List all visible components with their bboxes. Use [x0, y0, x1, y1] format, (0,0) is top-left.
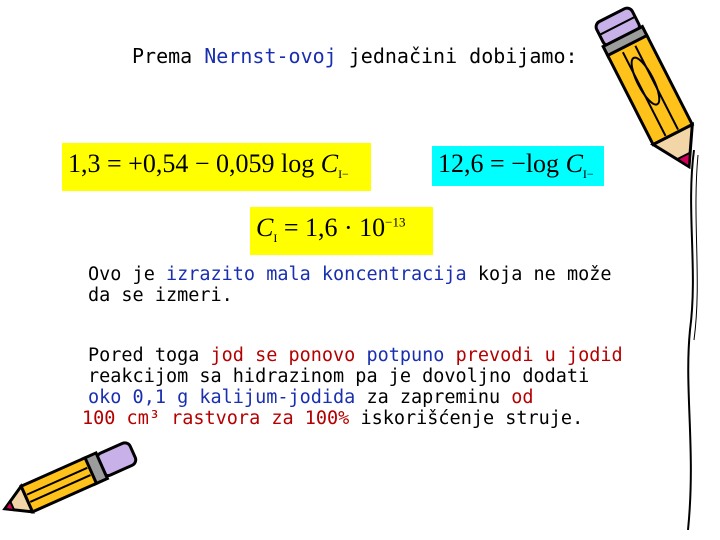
p2-g: za zapreminu: [355, 387, 512, 408]
equation-3-text: = 1,6 · 10: [283, 213, 386, 242]
p1-a: Ovo je: [88, 264, 166, 285]
p1-c: koja ne može: [466, 264, 612, 285]
equation-3-sub: I: [273, 231, 278, 246]
pencil-icon: [0, 430, 150, 535]
equation-1-text: 1,3 = +0,54 − 0,059 log: [68, 149, 321, 178]
equation-1-var: C: [320, 149, 339, 178]
p2-j: iskorišćenje struje.: [349, 408, 584, 429]
equation-3-sup: −13: [385, 214, 406, 230]
p2-a: Pored toga: [88, 345, 211, 366]
p1-d: da se izmeri.: [88, 285, 233, 306]
p2-f: oko 0,1 g kalijum-jodida: [88, 387, 356, 408]
equation-2-var: C: [565, 149, 583, 178]
p2-e: reakcijom sa hidrazinom pa je dovoljno dodati: [88, 366, 590, 387]
heading-nernst: Nernst-ovoj: [204, 44, 337, 68]
p2-c: potpuno: [355, 345, 456, 366]
p2-h: od: [511, 387, 534, 408]
page-heading: [132, 44, 578, 68]
equation-3-var: C: [256, 213, 274, 242]
heading-text-1: Prema: [132, 44, 205, 68]
equation-log: [432, 146, 604, 186]
paragraph-concentration: [88, 264, 688, 306]
equation-nernst: [62, 143, 371, 191]
p2-d: prevodi u jodid: [455, 345, 623, 366]
p2-b: jod se ponovo: [210, 345, 356, 366]
equation-1-sub: I−: [338, 167, 349, 182]
p2-i: 100 cm³ rastvora za 100%: [82, 408, 350, 429]
heading-text-2: jednačini dobijamo:: [336, 44, 578, 68]
paragraph-conversion: [82, 345, 688, 429]
equation-concentration: [250, 207, 433, 255]
equation-2-sub: I−: [582, 167, 594, 182]
p1-b: izrazito mala koncentracija: [165, 264, 467, 285]
equation-2-text: 12,6 = −log: [438, 149, 566, 178]
decor-line: [676, 150, 706, 530]
